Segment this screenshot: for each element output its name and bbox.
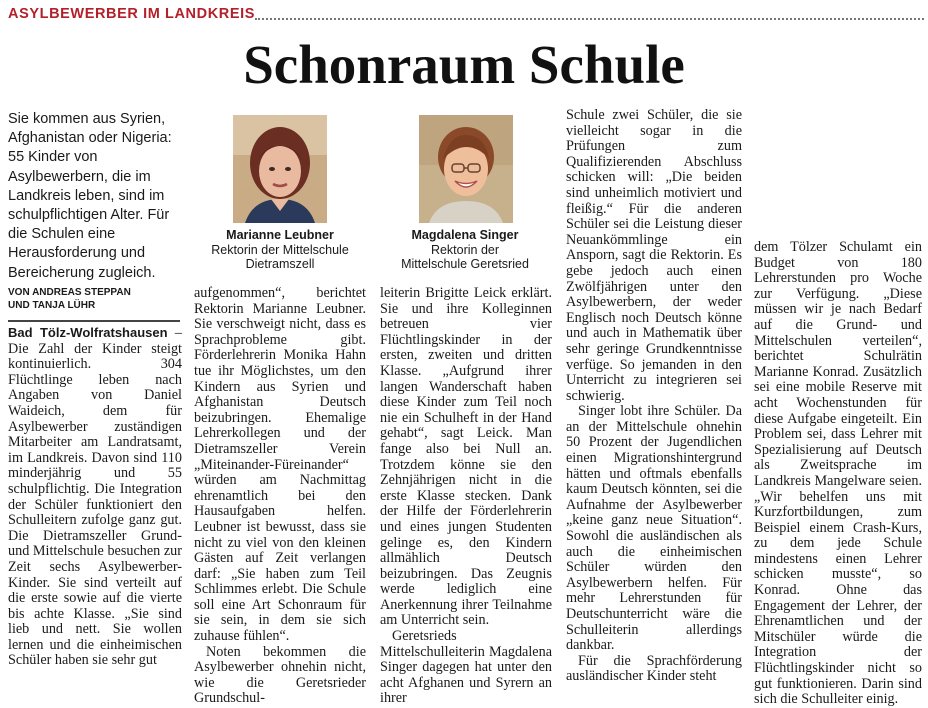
article-paragraph (8, 325, 182, 669)
caption-leubner (190, 228, 370, 272)
portrait-photo-leubner (233, 115, 327, 223)
article-column-5 (754, 239, 922, 708)
paragraph-text: – Die Zahl der Kinder steigt kontinuierlich. 304 Flüchtlinge leben nach Angaben von Daniel Waideich, dem für Asylbewerber zuständigen Mitarbeiter am Landratsamt, im Landkreis. Davon sind 110 minderjährig und 55 schulpflichtig. Die Integration der Schüler funktioniert den Schulleitern zufolge ganz gut. Die Dietramszeller Grund- und Mittelschule besuchen zur Zeit sechs Asylbewerber-Kinder. Sie sind verteilt auf die erste sowie auf die vierte bis achte Klasse. „Sie sind lieb und nett. Sie wollen lernen und die einheimischen Schüler haben sie sehr gut (8, 325, 182, 669)
caption-singer (375, 228, 555, 272)
article-paragraph: dem Tölzer Schulamt ein Budget von 180 Lehrerstunden pro Woche zur Verfügung. „Diese müssen wir je nach Bedarf auf die Grund- und Mittelschulen verteilen“, berichtet Schulrätin Marianne Konrad. Zusätzlich sei eine mobile Reserve mit acht Wochenstunden für diese Aufgabe eingeteilt. Ein Problem sei, dass Lehrer mit Spezialisierung auf Deutsch als Zweitsprache im Landkreis Mangelware seien. „Wir behelfen uns mit Kurzfortbildungen, zum Beispiel einem Crash-Kurs, zu dem jede Schule mindestens einen Lehrer schicken musste“, so Konrad. Ohne das Engagement der Lehrer, der Ehrenamtlichen und der Mitschüler würde die Integration der Flüchtlingskinder nicht so gut funktionieren. Darin sind sich die Schulleiter einig. (754, 239, 922, 708)
byline-rule (8, 320, 180, 322)
article-paragraph: Geretsrieds Mittelschulleiterin Magdalena Singer dagegen hat unter den acht Afghanen und Syrern an ihrer (380, 628, 552, 707)
caption-role-line-1: Rektorin der Mittelschule (211, 242, 349, 257)
caption-name: Marianne Leubner (226, 228, 334, 242)
caption-role-line-2: Mittelschule Geretsried (401, 257, 529, 271)
byline-line-2: UND TANJA LÜHR (8, 299, 96, 311)
caption-role-line-1: Rektorin der (430, 242, 500, 257)
section-kicker: ASYLBEWERBER IM LANDKREIS (8, 6, 256, 22)
article-column-3 (380, 285, 552, 707)
headline: Schonraum Schule (243, 34, 685, 95)
article-column-1 (8, 325, 182, 669)
article-paragraph: Schule zwei Schüler, die sie vielleicht sogar in die Prüfungen zum Qualifizierenden Abschluss schicken will: „Die beiden sind unheimlich motiviert und fleißig.“ Für die anderen Schüler sei die Leistung dieser Neuankömmlinge ein Ansporn, sagt die Rektorin. Es gebe jedoch auch einen Zwölfjährigen unter den Asylbewerbern, der weder Englisch noch Deutsch könne und auch in Mathematik über sehr geringe Grundkenntnisse verfüge. So jemanden in den Unterricht zu integrieren sei schwierig. (566, 107, 742, 404)
caption-role-line-2: Dietramszell (245, 257, 315, 271)
caption-name: Magdalena Singer (411, 228, 519, 242)
article-column-4 (566, 107, 742, 685)
portrait-photo-singer (419, 115, 513, 223)
article-paragraph: Für die Sprachförderung ausländischer Kinder steht (566, 652, 742, 685)
kicker-dotted-rule (255, 18, 924, 20)
byline-line-1: VON ANDREAS STEPPAN (8, 287, 131, 298)
byline (8, 287, 188, 312)
article-column-2 (194, 285, 366, 707)
article-paragraph: Noten bekommen die Asylbewerber ohnehin nicht, wie die Geretsrieder Grundschul- (194, 643, 366, 707)
lead-paragraph: Sie kommen aus Syrien, Afghanistan oder Nigeria: 55 Kinder von Asylbewerbern, die im Landkreis leben, sind im schulpflichtigen Alter. Für die Schulen eine Herausforderung und Bereicherung zugleich. (8, 111, 172, 281)
article-paragraph: aufgenommen“, berichtet Rektorin Marianne Leubner. Sie verschweigt nicht, dass es Sprachprobleme gibt. Förderlehrerin Monika Hahn tue ihr Möglichstes, um den Kindern aus Syrien und Afghanistan Deutsch beizubringen. Ehemalige Lehrerkollegen und der Dietramszeller Verein „Miteinander-Füreinander“ würden am Nachmittag ehrenamtlich bei den Hausaufgaben helfen. Leubner ist bewusst, dass sie nicht zu viel von den kleinen Gästen auf Zeit verlangen darf: „Sie haben zum Teil Schlimmes erlebt. Die Schule soll eine Art Schonraum für sie sein, in dem sie sich zuhause fühlen“. (194, 285, 366, 645)
article-paragraph: Singer lobt ihre Schüler. Da an der Mittelschule ohnehin 50 Prozent der Jugendlichen einen Migrationshintergrund hätten und oftmals ebenfalls kaum Deutsch könnten, sei die Aufnahme der Asylbewerber „keine ganz neue Situation“. Sowohl die ausländischen als auch die einheimischen Schüler würden den Asylbewerbern helfen. Für mehr Lehrerstunden für Deutschunterricht wäre die Schulleiterin allerdings dankbar. (566, 403, 742, 654)
dateline: Bad Tölz-Wolfratshausen (8, 325, 168, 340)
article-paragraph: leiterin Brigitte Leick erklärt. Sie und ihre Kolleginnen betreuen vier Flüchtlingskinder in der ersten, zweiten und dritten Klasse. „Aufgrund ihrer langen Wanderschaft haben diese Kinder zum Teil noch nie ein Schulheft in der Hand gehabt“, sagt Leick. Man fange also bei Null an. Trotzdem könne sie den Zehnjährigen nicht in die erste Klasse stecken. Dank der Hilfe der Förderlehrerin und eines jungen Studenten gelinge es, den Kindern allmählich Deutsch beizubringen. Das Zeugnis werde lediglich eine Anerkennung ihrer Teilnahme am Unterricht sein. (380, 285, 552, 629)
